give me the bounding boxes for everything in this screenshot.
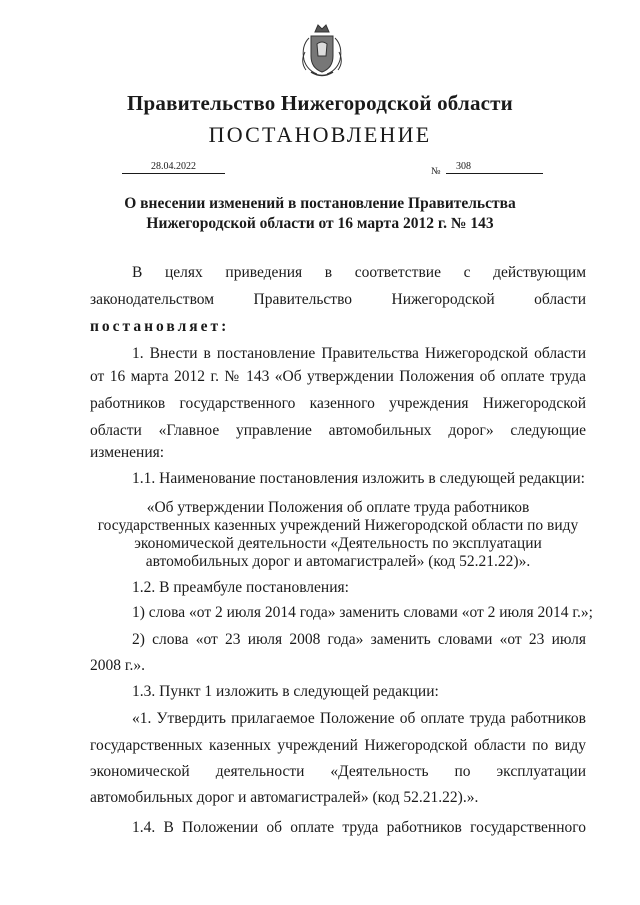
document-type: ПОСТАНОВЛЕНИЕ	[208, 122, 432, 147]
intro-line: законодательством Правительство Нижегородской области	[90, 291, 586, 308]
quoted-title	[90, 499, 586, 571]
paragraph-line: 1.4. В Положении об оплате труда работников государственного	[132, 819, 586, 836]
title-line: О внесении изменений в постановление Правительства	[124, 195, 516, 212]
document-number: 308	[446, 161, 543, 174]
decree-word: постановляет:	[90, 318, 230, 335]
quote-line: государственных казенных учреждений Нижегородской области по виду	[97, 517, 579, 534]
quote-line: автомобильных дорог и автомагистралей» (код 52.21.22)».	[145, 553, 531, 570]
title-line: Нижегородской области от 16 марта 2012 г. № 143	[146, 215, 494, 232]
paragraph-line: автомобильных дорог и автомагистралей» (код 52.21.22).».	[90, 789, 479, 806]
paragraph-line: 1.3. Пункт 1 изложить в следующей редакции:	[132, 683, 439, 700]
quote-line: экономической деятельности «Деятельность по эксплуатации	[134, 535, 542, 552]
paragraph-line: области «Главное управление автомобильных дорог» следующие	[90, 422, 586, 439]
paragraph-line: работников государственного казенного учреждения Нижегородской	[90, 395, 586, 412]
paragraph-line: изменения:	[90, 444, 165, 461]
paragraph-line: 1) слова «от 2 июля 2014 года» заменить словами «от 2 июля 2014 г.»;	[132, 604, 593, 621]
document-date: 28.04.2022	[122, 161, 225, 174]
document-title	[0, 194, 640, 234]
paragraph-line: 1. Внести в постановление Правительства Нижегородской области	[132, 345, 586, 362]
paragraph-line: 2008 г.».	[90, 657, 145, 674]
paragraph-line: 2) слова «от 23 июля 2008 года» заменить словами «от 23 июля	[132, 631, 586, 648]
government-name: Правительство Нижегородской области	[127, 91, 513, 115]
paragraph-line: «1. Утвердить прилагаемое Положение об оплате труда работников	[132, 710, 586, 727]
number-label: №	[431, 166, 441, 177]
paragraph-line: от 16 марта 2012 г. № 143 «Об утверждении Положения об оплате труда	[90, 368, 586, 385]
paragraph-line: государственных казенных учреждений Нижегородской области по виду	[90, 737, 586, 754]
paragraph-line: 1.2. В преамбуле постановления:	[132, 579, 349, 596]
paragraph-line: экономической деятельности «Деятельность по эксплуатации	[90, 763, 586, 780]
paragraph-line: 1.1. Наименование постановления изложить в следующей редакции:	[132, 470, 585, 487]
quote-line: «Об утверждении Положения об оплате труда работников	[146, 499, 530, 516]
coat-of-arms-emblem	[297, 22, 347, 80]
intro-line: В целях приведения в соответствие с действующим	[132, 264, 586, 281]
